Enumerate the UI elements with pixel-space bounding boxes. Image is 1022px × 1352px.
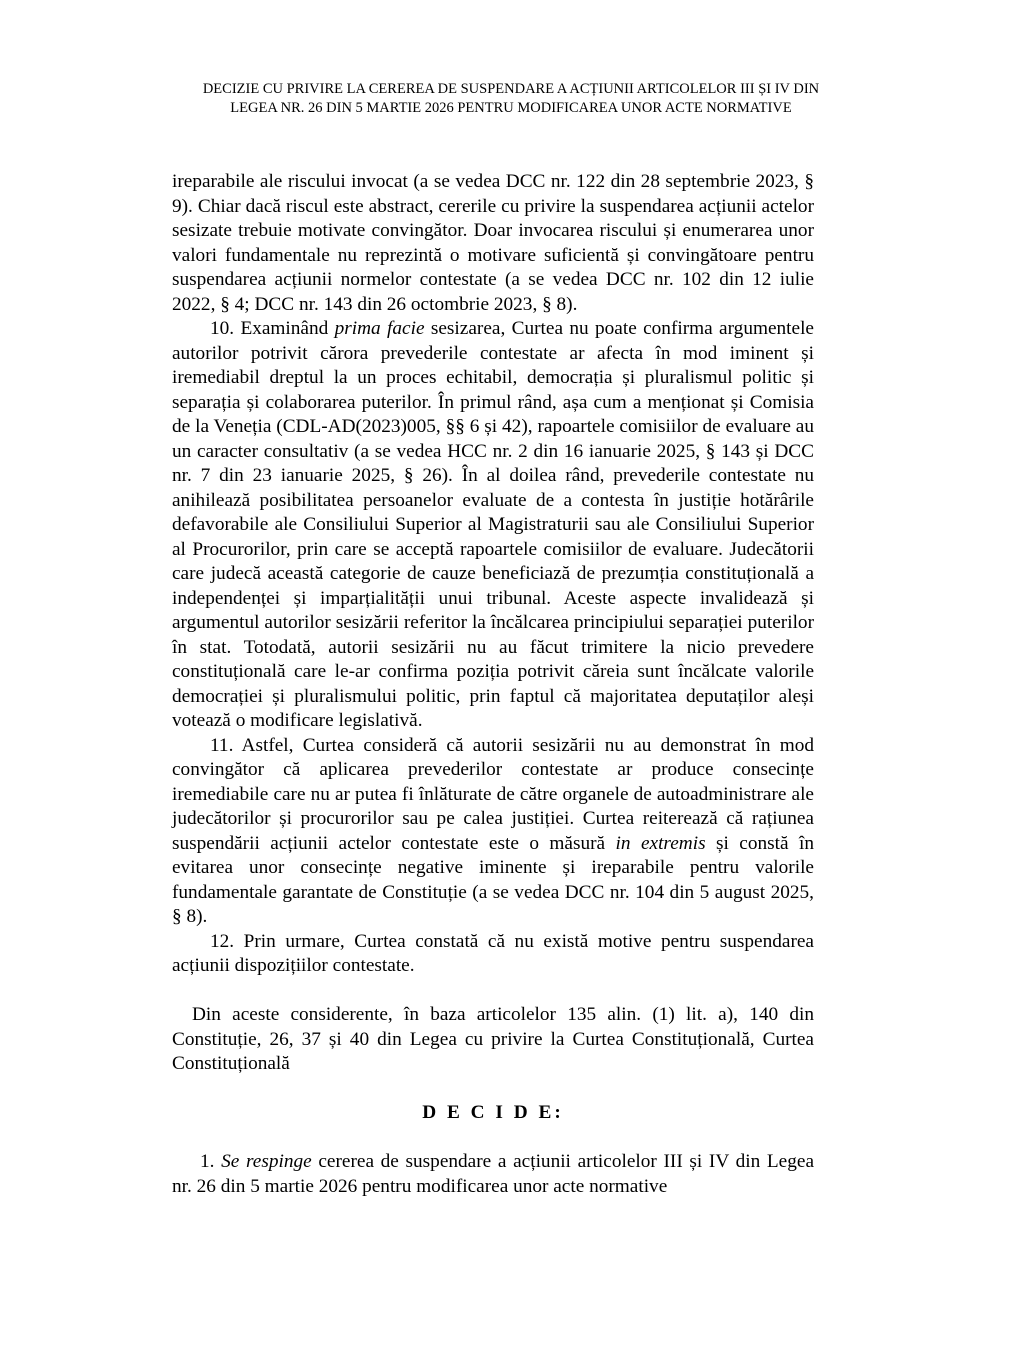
spacer xyxy=(172,1126,814,1151)
paragraph-10-rest: sesizarea, Curtea nu poate confirma argumentele autorilor potrivit cărora prevederile contestate ar afecta în mod iminent și iremediabil dreptul la un proces echitabil, democrația și pluralismul politic și separația și colaborarea puterilor. În primul rând, așa cum a menționat și Comisia de la Veneția (CDL-AD(2023)005, §§ 6 și 42), rapoartele comisiilor de evaluare au un caracter consultativ (a se vedea HCC nr. 2 din 16 ianuarie 2025, § 143 și DCC nr. 7 din 23 ianuarie 2025, § 26). În al doilea rând, prevederile contestate nu anihilează posibilitatea persoanelor evaluate de a contesta în justiție hotărârile defavorabile ale Consiliului Superior al Magistraturii sau ale Consiliului Superior al Procurorilor, prin care se acceptă rapoartele comisiilor de evaluare. Judecătorii care judecă această categorie de cauze beneficiază de prezumția constituțională a independenței și imparțialității unui tribunal. Aceste aspecte invalidează și argumentul autorilor sesizării referitor la încălcarea principiului separației puterilor în stat. Totodată, autorii sesizării nu au făcut trimitere la nicio prevedere constituțională care le-ar confirma poziția potrivit căreia sunt încălcate valorile democrației și pluralismului politic, prin faptul că majoritatea deputaților aleși votează o modificare legislativă. xyxy=(172,318,814,731)
header-line-2: LEGEA NR. 26 DIN 5 MARTIE 2026 PENTRU MODIFICAREA UNOR ACTE NORMATIVE xyxy=(230,100,792,116)
paragraph-considerente: Din aceste considerente, în baza articolelor 135 alin. (1) lit. a), 140 din Constituție, 26, 37 și 40 din Legea cu privire la Curtea Constituțională, Curtea Constituțională xyxy=(172,1004,814,1074)
document-header xyxy=(100,80,922,118)
header-line-1: DECIZIE CU PRIVIRE LA CEREREA DE SUSPENDARE A ACȚIUNII ARTICOLELOR III ȘI IV DIN xyxy=(202,81,820,97)
spacer xyxy=(172,1077,814,1102)
paragraph-10-italic: prima facie xyxy=(334,318,425,339)
decision-point-1-number: 1. xyxy=(200,1151,222,1172)
decide-heading: D E C I D E: xyxy=(422,1102,564,1123)
spacer xyxy=(172,979,814,1004)
decision-point-1-rest: cererea de suspendare a acțiunii articolelor III și IV din Legea nr. 26 din 5 martie 2026 pentru modificarea unor acte normative xyxy=(172,1151,814,1197)
paragraph-10-start: 10. Examinând xyxy=(210,318,335,339)
paragraph-10 xyxy=(172,317,814,734)
paragraph-11-italic: in extremis xyxy=(615,832,706,854)
paragraph-11-start: 11. Astfel, Curtea consideră că autorii sesizării nu au demonstrat în mod convingător că aplicarea prevederilor contestate ar produce consecințe iremediabile care nu ar putea fi înlăturate de către organele de autoadministrare ale judecătorilor și procurorilor sau pe calea justiției. Curtea reiterează că rațiunea suspendării acțiunii actelor contestate este o măsură xyxy=(172,734,814,854)
paragraph-11-rest: și constă în evitarea unor consecințe negative iminente și ireparabile pentru valorile fundamentale garantate de Constituție (a se vedea DCC nr. 104 din 5 august 2025, § 8). xyxy=(172,832,814,927)
decision-point-1 xyxy=(172,1150,814,1199)
paragraph-12: 12. Prin urmare, Curtea constată că nu există motive pentru suspendarea acțiunii dispozițiilor contestate. xyxy=(172,930,814,976)
paragraph-continuation: ireparabile ale riscului invocat (a se vedea DCC nr. 122 din 28 septembrie 2023, § 9). Chiar dacă riscul este abstract, cererile cu privire la suspendarea acțiunii actelor sesizate trebuie motivate convingător. Doar invocarea riscului și enumerarea unor valori fundamentale nu reprezintă o motivare suficientă și convingătoare pentru suspendarea acțiunii normelor contestate (a se vedea DCC nr. 102 din 12 iulie 2022, § 4; DCC nr. 143 din 26 octombrie 2023, § 8). xyxy=(172,171,814,315)
document-body xyxy=(172,170,814,1199)
paragraph-11 xyxy=(172,734,814,930)
decision-point-1-italic: Se respinge xyxy=(221,1151,312,1172)
